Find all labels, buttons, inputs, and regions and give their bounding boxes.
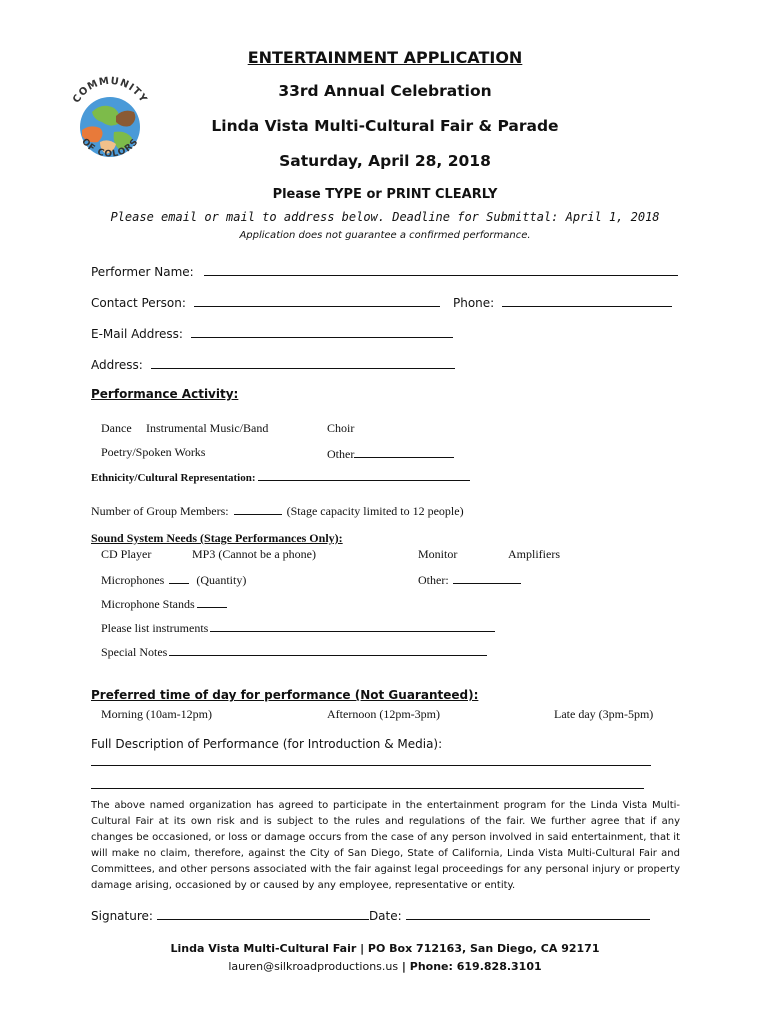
address-field[interactable]: Address: — [91, 356, 455, 372]
mic-stands-field[interactable]: Microphone Stands — [101, 595, 227, 612]
group-members-field[interactable]: Number of Group Members: (Stage capacity limited to 12 people) — [91, 504, 464, 518]
sound-system-heading: Sound System Needs (Stage Performances Only): — [91, 531, 343, 545]
page-title: ENTERTAINMENT APPLICATION — [247, 48, 523, 67]
footer-email[interactable]: lauren@silkroadproductions.us — [228, 960, 399, 973]
event-date: Saturday, April 28, 2018 — [279, 152, 491, 170]
option-poetry[interactable]: Poetry/Spoken Works — [101, 445, 206, 459]
logo-bottom-text: OF COLORS — [79, 136, 141, 160]
option-afternoon[interactable]: Afternoon (12pm-3pm) — [327, 707, 440, 721]
option-morning[interactable]: Morning (10am-12pm) — [101, 707, 212, 721]
guarantee-note: Application does not guarantee a confirmed performance. — [239, 230, 531, 241]
description-line-1[interactable] — [91, 765, 651, 766]
disclaimer-text: The above named organization has agreed to participate in the entertainment program for the Linda Vista Multi-Cultural Fair at its own risk and is subject to the rules and regulations of the fair. We further agree that if any changes be occasioned, or loss or damage occurs from the case of any person involved in said entertainment, that it will make no claim, therefore, against the City of San Diego, State of California, Linda Vista Multi-Cultural Fair and Committees, and other persons associated with the fair against legal proceedings for any personal injury or property damage arising, occasioned by or caused by any employee, representative or entity. — [91, 800, 680, 891]
ethnicity-field[interactable]: Ethnicity/Cultural Representation: — [91, 470, 470, 484]
subtitle-annual: 33rd Annual Celebration — [278, 82, 492, 100]
signature-field[interactable]: Signature: Date: — [91, 907, 650, 923]
instruments-field[interactable]: Please list instruments — [101, 619, 495, 636]
preferred-time-heading: Preferred time of day for performance (Not Guaranteed): — [91, 688, 479, 702]
option-choir[interactable]: Choir — [327, 421, 355, 435]
special-notes-field[interactable]: Special Notes — [101, 643, 487, 660]
phone-field[interactable]: Phone: — [453, 294, 672, 310]
option-amplifiers[interactable]: Amplifiers — [508, 547, 560, 561]
option-dance[interactable]: Dance — [101, 421, 132, 435]
option-instrumental[interactable]: Instrumental Music/Band — [146, 421, 269, 435]
email-field[interactable]: E-Mail Address: — [91, 325, 453, 341]
deadline-note: Please email or mail to address below. Deadline for Submittal: April 1, 2018 — [110, 210, 660, 224]
option-mp3[interactable]: MP3 (Cannot be a phone) — [192, 547, 316, 561]
description-label: Full Description of Performance (for Introduction & Media): — [91, 737, 443, 751]
description-line-2[interactable] — [91, 788, 644, 789]
footer-phone: | Phone: 619.828.3101 — [398, 960, 542, 973]
footer-address: Linda Vista Multi-Cultural Fair | PO Box 712163, San Diego, CA 92171 — [170, 942, 600, 955]
contact-person-field[interactable]: Contact Person: — [91, 294, 440, 310]
performance-activity-heading: Performance Activity: — [91, 387, 239, 401]
subtitle-fair: Linda Vista Multi-Cultural Fair & Parade — [211, 117, 559, 135]
option-late-day[interactable]: Late day (3pm-5pm) — [554, 707, 654, 721]
footer-contact — [0, 960, 770, 973]
performer-name-field[interactable]: Performer Name: — [91, 263, 678, 279]
option-other[interactable]: Other — [327, 445, 454, 462]
instruction: Please TYPE or PRINT CLEARLY — [272, 187, 498, 202]
logo-top-text: COMMUNITY — [71, 75, 149, 106]
option-monitor[interactable]: Monitor — [418, 547, 458, 561]
sound-other-field[interactable]: Other: — [418, 571, 521, 588]
microphones-field[interactable]: Microphones (Quantity) — [101, 573, 247, 587]
option-cd-player[interactable]: CD Player — [101, 547, 152, 561]
